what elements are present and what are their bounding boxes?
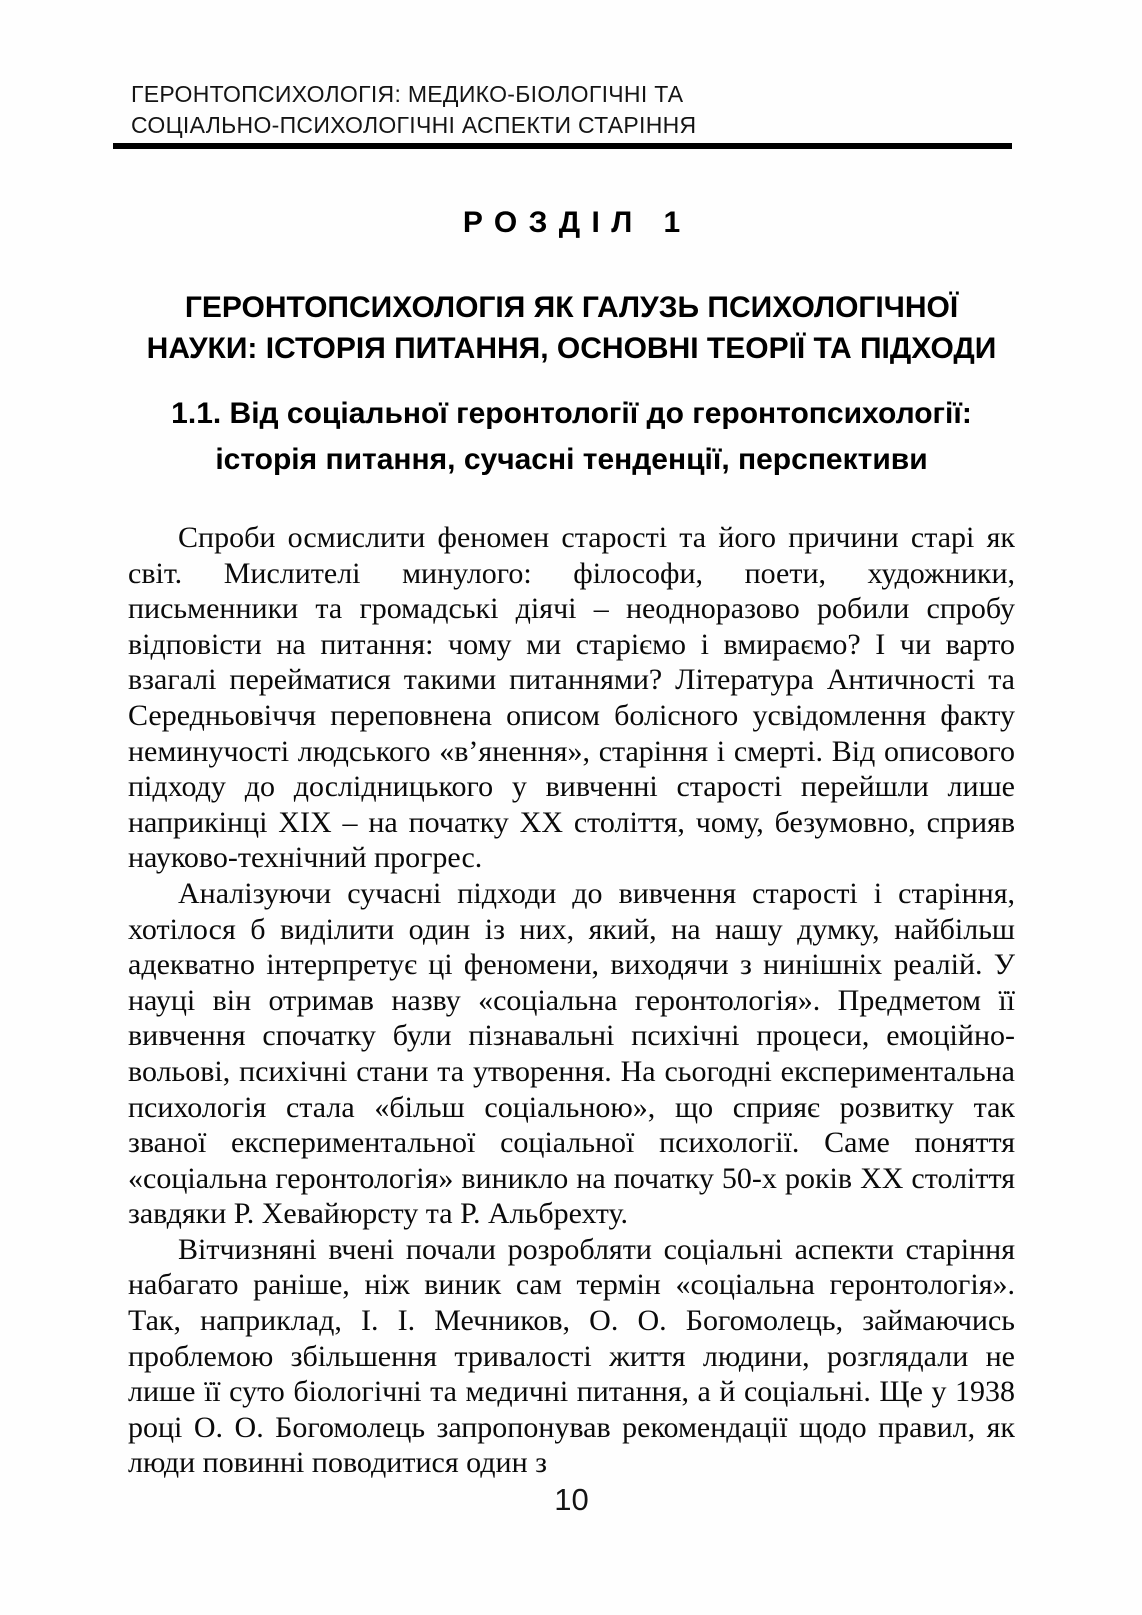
chapter-title-line-2: НАУКИ: ІСТОРІЯ ПИТАННЯ, ОСНОВНІ ТЕОРІЇ ТА ПІДХОДИ (146, 332, 997, 365)
page-number: 10 (554, 1482, 589, 1517)
paragraph-3: Вітчизняні вчені почали розробляти соціальні аспекти старіння набагато раніше, ніж виник сам термін «соціальна геронтологія». Так, наприклад, І. І. Мечников, О. О. Богомолець, займаючись проблемою збільшення тривалості життя людини, розглядали не лише її суто біологічні та медичні питання, а й соціальні. Ще у 1938 році О. О. Богомолець запропонував рекомендації щодо правил, як люди повинні поводитися один з (128, 1232, 1015, 1480)
header-divider-rule (113, 143, 1012, 149)
chapter-title-line-1: ГЕРОНТОПСИХОЛОГІЯ ЯК ГАЛУЗЬ ПСИХОЛОГІЧНОЇ (184, 291, 959, 324)
chapter-label: РОЗДІЛ 1 (462, 206, 692, 239)
running-header-line-2: СОЦІАЛЬНО-ПСИХОЛОГІЧНІ АСПЕКТИ СТАРІННЯ (131, 112, 697, 138)
paragraph-2: Аналізуючи сучасні підходи до вивчення старості і старіння, хотілося б виділити один із них, який, на нашу думку, найбільш адекватно інтерпретує ці феномени, виходячи з нинішніх реалій. У науці він отримав назву «соціальна геронтологія». Предметом її вивчення спочатку були пізнавальні психічні процеси, емоційно-вольові, психічні стани та утворення. На сьогодні експериментальна психологія стала «більш соціальною», що сприяє розвитку так званої експериментальної соціальної психології. Саме поняття «соціальна геронтологія» виникло на початку 50-х років XX століття завдяки Р. Хевайюрсту та Р. Альбрехту. (128, 876, 1015, 1231)
section-title-line-2: історія питання, сучасні тенденції, перспективи (215, 443, 928, 476)
section-title (114, 391, 1029, 483)
chapter-title (114, 287, 1029, 369)
running-header-line-1: ГЕРОНТОПСИХОЛОГІЯ: МЕДИКО-БІОЛОГІЧНІ ТА (131, 81, 684, 107)
paragraph-1: Спроби осмислити феномен старості та його причини старі як світ. Мислителі минулого: філософи, поети, художники, письменники та громадські діячі – неодноразово робили спробу відповісти на питання: чому ми старіємо і вмираємо? І чи варто взагалі перейматися такими питаннями? Література Античності та Середньовіччя переповнена описом болісного усвідомлення факту неминучості людського «в’янення», старіння і смерті. Від описового підходу до дослідницького у вивченні старості перейшли лише наприкінці XIX – на початку XX століття, чому, безумовно, сприяв науково-технічний прогрес. (128, 521, 1015, 875)
running-header (131, 79, 1011, 141)
body-text (128, 520, 1015, 1481)
section-title-line-1: 1.1. Від соціальної геронтології до геронтопсихології: (171, 397, 972, 430)
